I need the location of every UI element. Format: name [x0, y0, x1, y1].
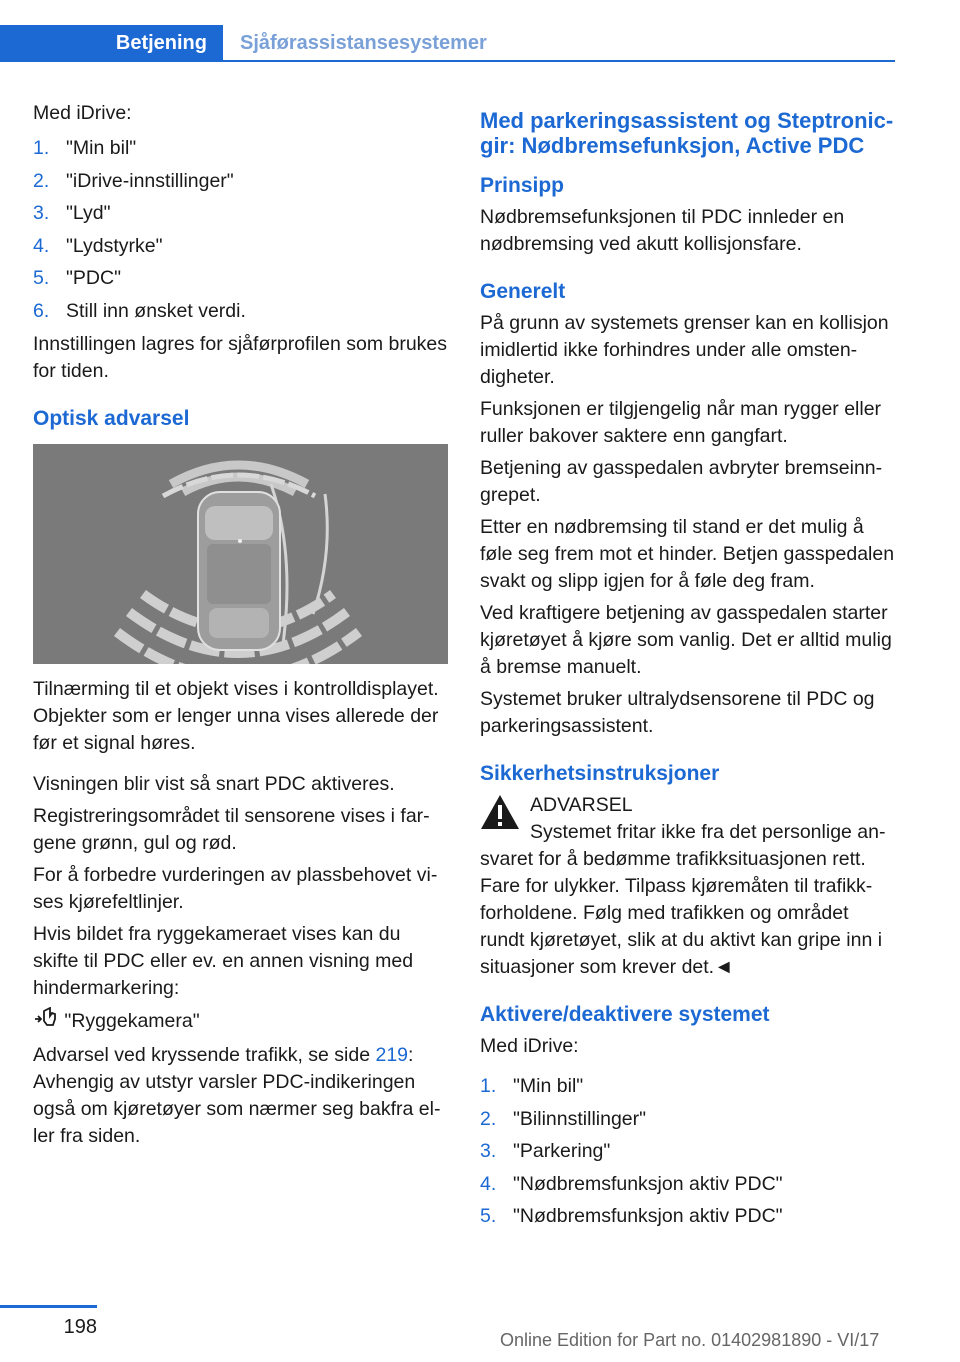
- principle-text: Nødbremsefunksjonen til PDC innleder en nødbremsing ved akutt kollisjonsfare.: [480, 206, 845, 255]
- list-item: 4. "Lydstyrke": [33, 234, 163, 257]
- list-item: 5. "Nødbremsfunksjon aktiv PDC": [480, 1205, 783, 1227]
- activate-intro: Med iDrive:: [480, 1035, 579, 1057]
- car-sensor-illustration: [33, 444, 448, 664]
- left-column: [33, 100, 448, 1155]
- heading-safety: Sikkerhetsinstruksjoner: [480, 762, 720, 785]
- pdc-display-image: [33, 444, 448, 664]
- intro-text: Med iDrive:: [33, 102, 132, 124]
- edition-note: Online Edition for Part no. 01402981890 - VI/17: [500, 1330, 880, 1350]
- heading-optical-warning: Optisk advarsel: [33, 407, 190, 430]
- footer-rule: [0, 1305, 97, 1308]
- page-number: 198: [63, 1316, 97, 1338]
- section-title: Med parkeringsassistent og Steptronic-gir: Nødbremsefunksjon, Active PDC: [480, 108, 894, 158]
- para-display-shown: Visningen blir vist så snart PDC aktiveres.: [33, 773, 395, 795]
- steps-list: [33, 132, 448, 327]
- para-cross-traffic: Advarsel ved kryssende trafikk, se side 219:: [33, 1044, 414, 1066]
- activate-steps-list: [480, 1070, 898, 1233]
- heading-principle: Prinsipp: [480, 174, 565, 197]
- heading-activate: Aktivere/deaktivere systemet: [480, 1003, 770, 1026]
- right-column: [480, 104, 898, 1237]
- para-vehicles-approach: Avhengig av utstyr varsler PDC-indikeringen også om kjøretøyer som nærmer seg bakfra eller fra siden.: [33, 1071, 441, 1147]
- list-item: 2. "Bilinnstillinger": [480, 1107, 647, 1130]
- list-item: 2. "iDrive-innstillinger": [33, 169, 234, 192]
- general-text-4: Etter en nødbremsing til stand er det mulig å føle seg frem mot et hinder. Betjen gasspedalen svakt og slipp igjen for å føle deg fram.: [480, 516, 895, 592]
- warning-triangle-icon: [480, 794, 520, 830]
- warning-box: [480, 792, 898, 819]
- para-lane-lines: For å forbedre vurderingen av plassbehovet vises kjørefeltlinjer.: [33, 864, 438, 913]
- list-item: 3. "Lyd": [33, 202, 111, 224]
- list-item: 3. "Parkering": [480, 1140, 611, 1162]
- general-text-6: Systemet bruker ultralydsensorene til PDC og parkeringsassistent.: [480, 688, 875, 737]
- general-text-1: På grunn av systemets grenser kan en kollisjon imidlertid ikke forhindres under alle omstendigheter.: [480, 312, 889, 388]
- list-item: 1. "Min bil": [33, 137, 137, 159]
- saved-note: Innstillingen lagres for sjåførprofilen som brukes for tiden.: [33, 333, 448, 382]
- warning-title: ADVARSEL: [530, 794, 633, 816]
- warning-text: Systemet fritar ikke fra det personlige ansvaret for å bedømme trafikksituasjonen rett. Fare for ulykker. Tilpass kjøremåten til trafikkforholdene. Følg med trafikken og området rundt kjøretøyet, slik at du aktivt kan gripe inn i situasjoner som krever det.◄: [480, 821, 886, 978]
- list-item: 6. Still inn ønsket verdi.: [33, 299, 246, 322]
- list-item: 1. "Min bil": [480, 1075, 584, 1097]
- header-rule: [0, 60, 895, 62]
- para-colors: Registreringsområdet til sensorene vises i fargene grønn, gul og rød.: [33, 805, 430, 854]
- heading-general: Generelt: [480, 280, 566, 303]
- camera-option: "Ryggekamera": [33, 1007, 448, 1037]
- para-approach: Tilnærming til et objekt vises i kontrolldisplayet. Objekter som er lenger unna vises allerede der før et signal høres.: [33, 678, 439, 754]
- camera-hand-icon: [33, 1007, 59, 1037]
- tab-betjening[interactable]: Betjening: [0, 25, 223, 62]
- general-text-2: Funksjonen er tilgjengelig når man rygger eller ruller bakover saktere enn gangfart.: [480, 398, 882, 447]
- general-text-5: Ved kraftigere betjening av gasspedalen starter kjøretøyet å kjøre som vanlig. Det er alltid mulig å bremse manuelt.: [480, 602, 892, 678]
- para-camera: Hvis bildet fra ryggekameraet vises kan du skifte til PDC eller ev. en annen visning med hindermarkering:: [33, 923, 414, 999]
- list-item: 4. "Nødbremsfunksjon aktiv PDC": [480, 1172, 783, 1195]
- page-link-219[interactable]: 219: [375, 1044, 409, 1066]
- tab-section[interactable]: Sjåførassistansesystemer: [240, 32, 487, 54]
- list-item: 5. "PDC": [33, 267, 122, 289]
- general-text-3: Betjening av gasspedalen avbryter bremseinngrepet.: [480, 457, 883, 506]
